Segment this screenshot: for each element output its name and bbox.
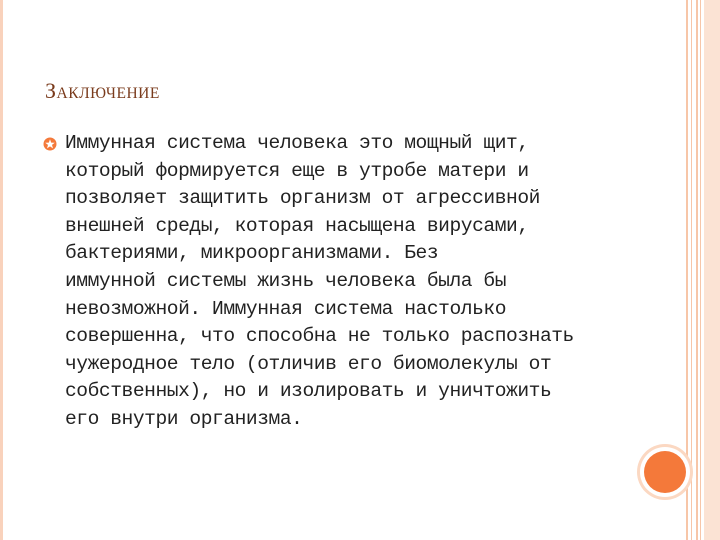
body-text-line: который формируется еще в утробе матери и bbox=[65, 159, 529, 182]
slide-title bbox=[45, 78, 160, 104]
body-text-line: Иммунная система человека это мощный щит, bbox=[65, 132, 529, 154]
slide-title-rest: АКЛЮЧЕНИЕ bbox=[56, 85, 160, 102]
body-text-line: совершенна, что способна не только распознать bbox=[65, 325, 574, 348]
body-text-line: его внутри организма. bbox=[65, 407, 303, 430]
slide-title-lead: З bbox=[45, 78, 57, 103]
body-text-line: позволяет защитить организм от агрессивной bbox=[65, 187, 540, 210]
body-text-line: чужеродное тело (отличив его биомолекулы от bbox=[65, 352, 552, 375]
body-text-line: иммунной системы жизнь человека была бы bbox=[65, 269, 507, 292]
decorative-circle-halo bbox=[640, 447, 690, 497]
right-decorative-rail bbox=[700, 0, 701, 540]
right-decorative-rail bbox=[691, 0, 692, 540]
body-text-line: внешней среды, которая насыщена вирусами, bbox=[65, 214, 529, 237]
right-decorative-band bbox=[704, 0, 720, 540]
bullet-list-item bbox=[40, 130, 640, 434]
body-text-line: собственных), но и изолировать и уничтожить bbox=[65, 380, 552, 403]
orange-circle-icon bbox=[644, 451, 686, 493]
body-text-line: бактериями, микроорганизмами. Без bbox=[65, 242, 439, 265]
body-text-line: невозможной. Иммунная система настолько bbox=[65, 297, 507, 320]
right-decorative-rail bbox=[696, 0, 698, 540]
body-paragraph bbox=[65, 130, 640, 434]
orange-star-bullet-icon bbox=[43, 136, 57, 150]
left-decorative-rail bbox=[0, 0, 3, 540]
